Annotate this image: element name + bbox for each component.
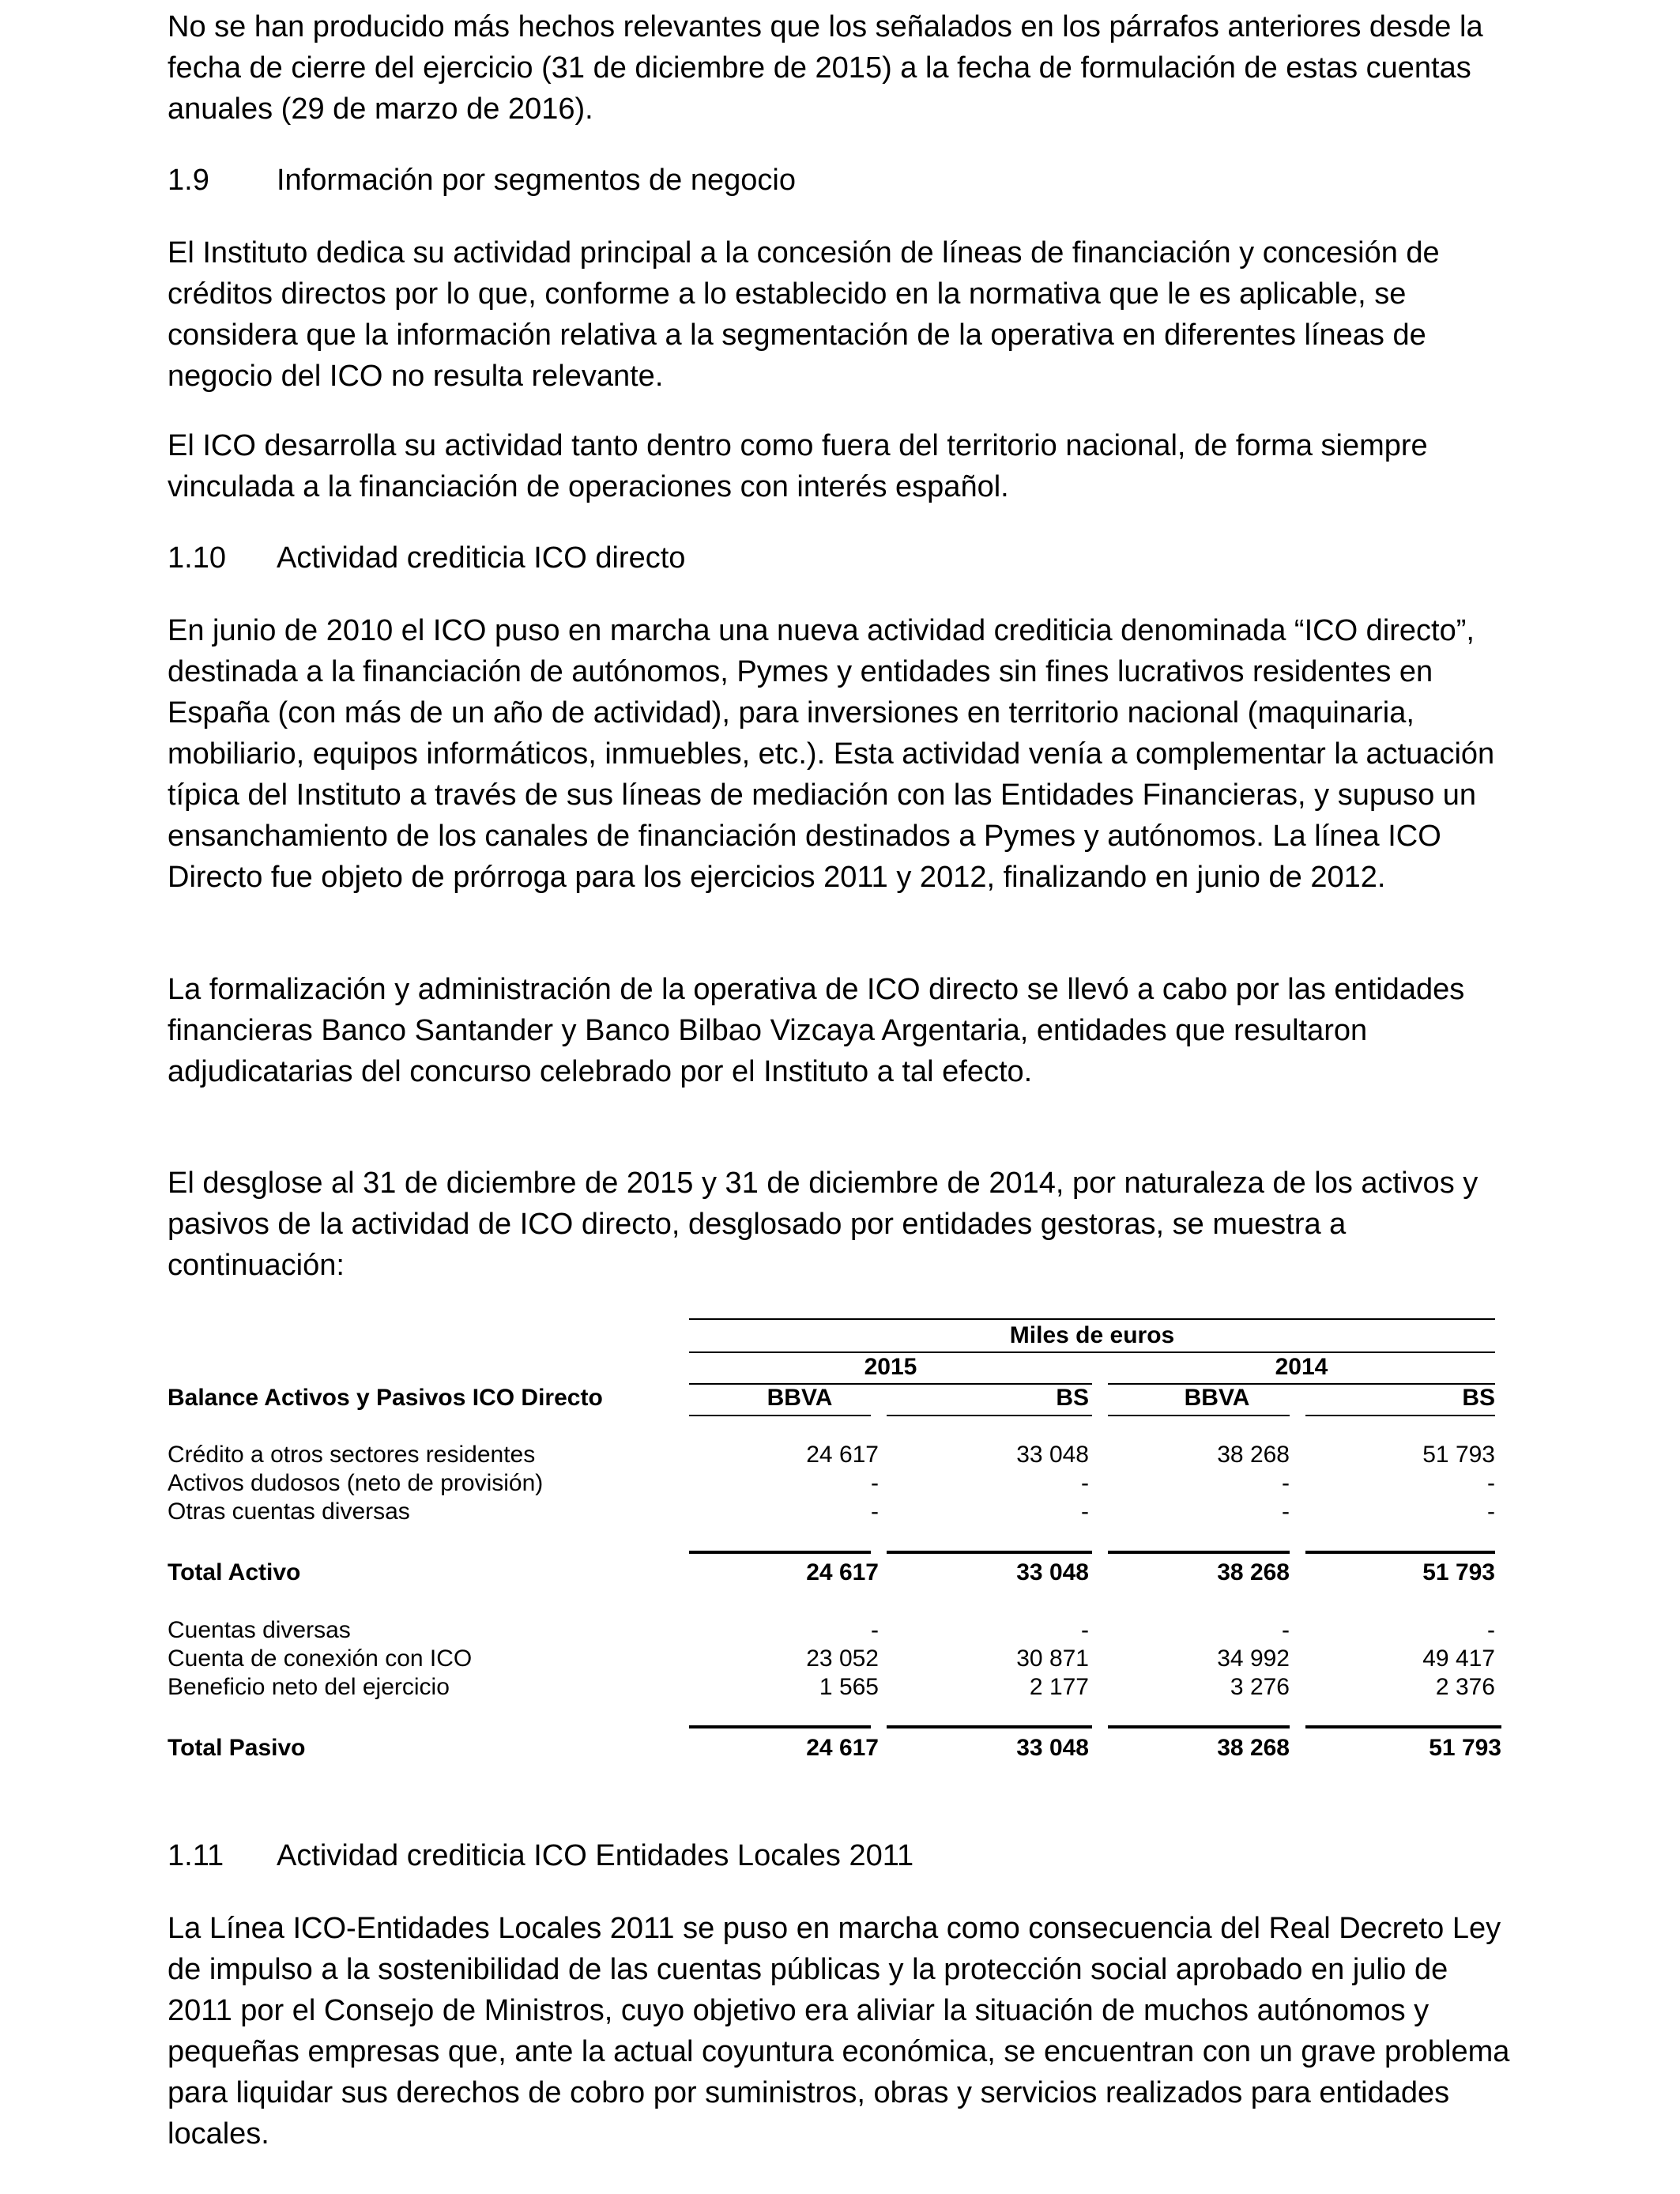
total-rule	[1305, 1725, 1501, 1728]
row-label-conexion: Cuenta de conexión con ICO	[168, 1646, 473, 1672]
cell-value: 24 617	[806, 1559, 879, 1585]
table-title: Balance Activos y Pasivos ICO Directo	[168, 1385, 603, 1411]
paragraph-desglose: El desglose al 31 de diciembre de 2015 y 31 de diciembre de 2014, por naturaleza de los activos y pasivos de la actividad de ICO directo, desglosado por entidades gestoras, se muestra a continuación:	[168, 1167, 1478, 1282]
cell-value: 34 992	[1217, 1646, 1290, 1672]
cell-value: 33 048	[1016, 1735, 1089, 1761]
cell-value: -	[871, 1498, 879, 1525]
cell-value: 33 048	[1016, 1442, 1089, 1468]
cell-value: -	[1487, 1617, 1495, 1643]
total-rule	[1108, 1551, 1290, 1554]
year-header-2015: 2015	[864, 1354, 917, 1380]
col-header-bbva-2014: BBVA	[1184, 1385, 1250, 1411]
cell-value: 33 048	[1016, 1559, 1089, 1585]
unit-header: Miles de euros	[1009, 1322, 1175, 1348]
section-heading-1-9	[168, 160, 796, 201]
total-rule	[689, 1725, 871, 1728]
paragraph-ico-directo: En junio de 2010 el ICO puso en marcha una nueva actividad crediticia denominada “ICO directo”, destinada a la financiación de autónomos, Pymes y entidades sin fines lucrativos residentes en España (con más de un año de actividad), para inversiones en territorio nacional (maquinaria, mobiliario, equipos informáticos, inmuebles, etc.). Esta actividad venía a complementar la actuación típica del Instituto a través de sus líneas de mediación con las Entidades Financieras, y supuso un ensanchamiento de los canales de financiación destinados a Pymes y autónomos. La línea ICO Directo fue objeto de prórroga para los ejercicios 2011 y 2012, finalizando en junio de 2012.	[168, 614, 1495, 894]
total-rule	[887, 1725, 1092, 1728]
cell-value: 24 617	[806, 1442, 879, 1468]
cell-value: -	[1081, 1498, 1089, 1525]
row-label-beneficio: Beneficio neto del ejercicio	[168, 1674, 450, 1700]
cell-value: 51 793	[1429, 1735, 1501, 1761]
total-rule	[887, 1551, 1092, 1554]
cell-value: 23 052	[806, 1646, 879, 1672]
paragraph-formalizacion: La formalización y administración de la operativa de ICO directo se llevó a cabo por las entidades financieras Banco Santander y Banco Bilbao Vizcaya Argentaria, entidades que resultaron adjudicatarias del concurso celebrado por el Instituto a tal efecto.	[168, 973, 1465, 1088]
section-number: 1.9	[168, 164, 209, 197]
paragraph-hechos-relevantes: No se han producido más hechos relevantes que los señalados en los párrafos anteriores desde la fecha de cierre del ejercicio (31 de diciembre de 2015) a la fecha de formulación de estas cuentas anuales (29 de marzo de 2016).	[168, 10, 1483, 126]
cell-value: -	[871, 1470, 879, 1496]
cell-value: -	[1487, 1470, 1495, 1496]
cell-value: -	[1081, 1470, 1089, 1496]
section-title: Información por segmentos de negocio	[277, 164, 796, 197]
cell-value: 24 617	[806, 1735, 879, 1761]
section-title: Actividad crediticia ICO Entidades Locales 2011	[277, 1839, 914, 1872]
cell-value: -	[1282, 1470, 1290, 1496]
col-rule	[1108, 1415, 1290, 1416]
cell-value: 3 276	[1230, 1674, 1290, 1700]
col-rule	[689, 1415, 871, 1416]
cell-value: -	[1282, 1617, 1290, 1643]
section-title: Actividad crediticia ICO directo	[277, 541, 686, 575]
row-label-cuentas-diversas: Cuentas diversas	[168, 1617, 351, 1643]
section-number: 1.11	[168, 1839, 224, 1872]
row-label-credito: Crédito a otros sectores residentes	[168, 1442, 536, 1468]
paragraph-actividad-territorio: El ICO desarrolla su actividad tanto dentro como fuera del territorio nacional, de forma siempre vinculada a la financiación de operaciones con interés español.	[168, 429, 1428, 503]
paragraph-entidades-locales: La Línea ICO-Entidades Locales 2011 se puso en marcha como consecuencia del Real Decreto Ley de impulso a la sostenibilidad de las cuentas públicas y la protección social aprobado en julio de 2011 por el Consejo de Ministros, cuyo objetivo era aliviar la situación de muchos autónomos y pequeñas empresas que, ante la actual coyuntura económica, se encuentran con un grave problema para liquidar sus derechos de cobro por suministros, obras y servicios realizados para entidades locales.	[168, 1912, 1510, 2151]
year-header-2014: 2014	[1275, 1354, 1328, 1380]
row-label-total-pasivo: Total Pasivo	[168, 1735, 306, 1761]
row-label-otras: Otras cuentas diversas	[168, 1498, 410, 1525]
section-heading-1-10	[168, 537, 685, 579]
balance-table	[168, 1312, 1511, 1770]
row-label-dudosos: Activos dudosos (neto de provisión)	[168, 1470, 544, 1496]
cell-value: 51 793	[1422, 1559, 1495, 1585]
total-rule	[689, 1551, 871, 1554]
total-rule	[1108, 1725, 1290, 1728]
section-heading-1-11	[168, 1835, 913, 1876]
cell-value: 30 871	[1016, 1646, 1089, 1672]
cell-value: -	[1282, 1498, 1290, 1525]
cell-value: 51 793	[1422, 1442, 1495, 1468]
paragraph-segmentos: El Instituto dedica su actividad principal a la concesión de líneas de financiación y concesión de créditos directos por lo que, conforme a lo establecido en la normativa que le es aplicable, se considera que la información relativa a la segmentación de la operativa en diferentes líneas de negocio del ICO no resulta relevante.	[168, 236, 1440, 393]
cell-value: 2 177	[1029, 1674, 1089, 1700]
col-header-bs-2015: BS	[1056, 1385, 1089, 1411]
total-rule	[1305, 1551, 1495, 1554]
section-number: 1.10	[168, 541, 226, 575]
cell-value: 1 565	[819, 1674, 879, 1700]
row-label-total-activo: Total Activo	[168, 1559, 301, 1585]
col-header-bs-2014: BS	[1462, 1385, 1495, 1411]
table-top-rule	[689, 1318, 1495, 1320]
cell-value: 49 417	[1422, 1646, 1495, 1672]
cell-value: 2 376	[1435, 1674, 1495, 1700]
cell-value: -	[1081, 1617, 1089, 1643]
cell-value: 38 268	[1217, 1442, 1290, 1468]
col-header-bbva-2015: BBVA	[767, 1385, 833, 1411]
cell-value: -	[871, 1617, 879, 1643]
cell-value: -	[1487, 1498, 1495, 1525]
cell-value: 38 268	[1217, 1559, 1290, 1585]
col-rule	[1305, 1415, 1495, 1416]
col-rule	[887, 1415, 1092, 1416]
cell-value: 38 268	[1217, 1735, 1290, 1761]
